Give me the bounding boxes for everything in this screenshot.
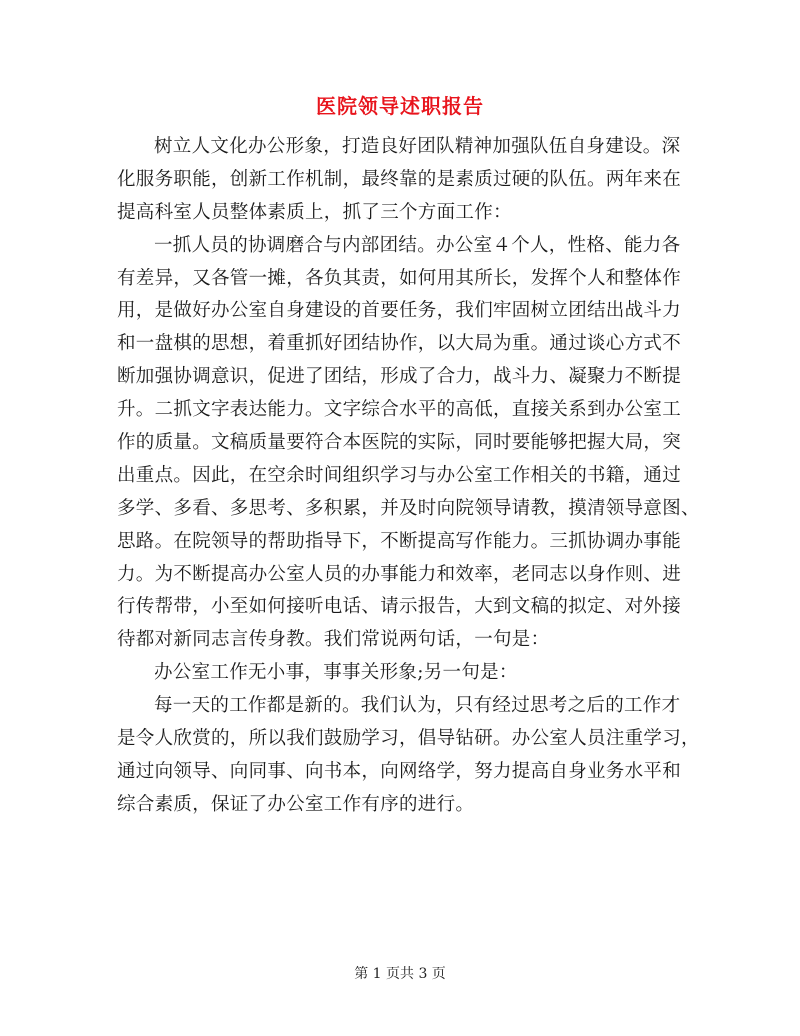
text-line: 行传帮带，小至如何接听电话、请示报告，大到文稿的拟定、对外接 — [117, 596, 682, 618]
text-line: 一抓人员的协调磨合与内部团结。办公室４个人，性格、能力各 — [154, 234, 681, 256]
text-line: 提高科室人员整体素质上，抓了三个方面工作： — [117, 201, 512, 223]
document-body — [117, 131, 700, 822]
text-line: 待都对新同志言传身教。我们常说两句话，一句是： — [117, 629, 550, 651]
text-line: 综合素质，保证了办公室工作有序的进行。 — [117, 793, 475, 815]
text-line: 和一盘棋的思想，着重抓好团结协作，以大局为重。通过谈心方式不 — [117, 333, 682, 355]
text-line: 用，是做好办公室自身建设的首要任务，我们牢固树立团结出战斗力 — [117, 300, 682, 322]
text-line: 办公室工作无小事，事事关形象;另一句是： — [154, 662, 518, 684]
text-line: 出重点。因此，在空余时间组织学习与办公室工作相关的书籍，通过 — [117, 464, 682, 486]
text-line: 升。二抓文字表达能力。文字综合水平的高低，直接关系到办公室工 — [117, 399, 682, 421]
text-line: 力。为不断提高办公室人员的办事能力和效率，老同志以身作则、进 — [117, 563, 682, 585]
text-line: 通过向领导、向同事、向书本，向网络学，努力提高自身业务水平和 — [117, 760, 682, 782]
text-line: 多学、多看、多思考、多积累，并及时向院领导请教，摸清领导意图、 — [117, 497, 700, 519]
text-line: 化服务职能，创新工作机制，最终靠的是素质过硬的队伍。两年来在 — [117, 168, 682, 190]
text-line: 是令人欣赏的，所以我们鼓励学习，倡导钻研。办公室人员注重学习， — [117, 728, 700, 750]
text-line: 断加强协调意识，促进了团结，形成了合力，战斗力、凝聚力不断提 — [117, 366, 682, 388]
page-number-footer: 第 1 页共 3 页 — [354, 966, 446, 982]
text-line: 思路。在院领导的帮助指导下，不断提高写作能力。三抓协调办事能 — [117, 530, 682, 552]
text-line: 每一天的工作都是新的。我们认为，只有经过思考之后的工作才 — [154, 695, 681, 717]
document-title: 医院领导述职报告 — [316, 94, 484, 118]
text-line: 作的质量。文稿质量要符合本医院的实际，同时要能够把握大局，突 — [117, 432, 682, 454]
text-line: 有差异，又各管一摊，各负其责，如何用其所长，发挥个人和整体作 — [117, 267, 682, 289]
text-line: 树立人文化办公形象，打造良好团队精神加强队伍自身建设。深 — [154, 136, 681, 157]
